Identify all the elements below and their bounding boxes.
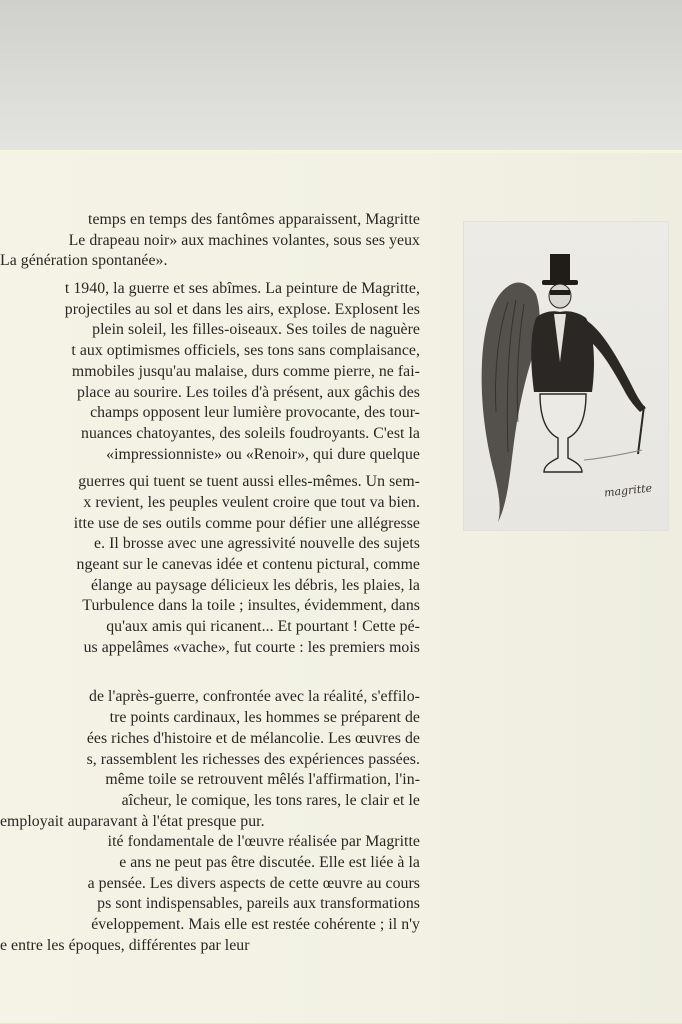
text-line: us appelâmes «vache», fut courte : les premiers mois [83, 638, 420, 656]
text-line: ps sont indispensables, pareils aux transformations [97, 895, 420, 913]
text-line: temps en temps des fantômes apparaissent, Magritte [88, 211, 420, 228]
text-line: s, rassemblent les richesses des expériences passées. [86, 750, 420, 768]
text-line: e. Il brosse avec une agressivité nouvelle des sujets [94, 535, 420, 553]
text-line: t 1940, la guerre et ses abîmes. La peinture de Magritte, [64, 280, 420, 298]
text-line: La génération spontanée». [0, 252, 168, 270]
text-line: aîcheur, le comique, les tons rares, le clair et le [121, 791, 420, 809]
text-line: mmobiles jusqu'au malaise, durs comme pierre, ne fai- [71, 362, 420, 380]
page-edge [0, 150, 682, 153]
text-line: champs opposent leur lumière provocante, des tour- [90, 404, 420, 422]
text-line: même toile se retrouvent mêlés l'affirmation, l'in- [105, 771, 420, 789]
text-line: Le drapeau noir» aux machines volantes, sous ses yeux [68, 231, 420, 249]
text-line: élange au paysage délicieux les débris, les plaies, la [90, 576, 420, 594]
text-line: e entre les époques, différentes par leur [0, 936, 250, 954]
text-column [0, 210, 420, 956]
text-line: employait auparavant à l'état presque pur. [0, 812, 265, 830]
text-line: plein soleil, les filles-oiseaux. Ses toiles de naguère [92, 321, 420, 339]
text-line: e ans ne peut pas être discutée. Elle est liée à la [119, 853, 420, 871]
paragraph-4 [0, 687, 420, 832]
cane [638, 406, 644, 454]
text-line: de l'après-guerre, confrontée avec la réalité, s'effilo- [89, 688, 420, 706]
text-line: projectiles au sol et dans les airs, explose. Explosent les [64, 300, 420, 318]
text-line: t aux optimismes officiels, ses tons sans complaisance, [71, 342, 420, 360]
mask [550, 290, 570, 295]
goblet [540, 394, 586, 472]
text-line: tre points cardinaux, les hommes se préparent de [109, 709, 420, 727]
artist-signature: magritte [603, 481, 653, 500]
text-line: ngeant sur le canevas idée et contenu pictural, comme [76, 556, 420, 573]
text-line: éveloppement. Mais elle est restée cohérente ; il n'y [91, 916, 420, 933]
background-surface [0, 0, 682, 152]
text-line: ées riches d'histoire et de mélancolie. Les œuvres de [86, 729, 420, 747]
text-line: Turbulence dans la toile ; insultes, évidemment, dans [82, 597, 420, 615]
top-hat [550, 254, 570, 282]
text-line: ité fondamentale de l'œuvre réalisée par Magritte [107, 833, 420, 851]
text-line: place au sourire. Les toiles d'à présent, aux gâchis des [77, 383, 420, 401]
paragraph-5 [0, 832, 420, 956]
text-line: guerres qui tuent se tuent aussi elles-mêmes. Un sem- [78, 473, 420, 491]
text-line: nuances chatoyantes, des soleils foudroyants. C'est la [81, 424, 420, 442]
text-line: a pensée. Les divers aspects de cette œuvre au cours [87, 874, 420, 892]
text-line: x revient, les peuples veulent croire que tout va bien. [83, 493, 420, 511]
paragraph-3 [0, 472, 420, 658]
wing-shape [482, 282, 540, 522]
arm [586, 320, 646, 412]
head [549, 284, 571, 308]
paragraph-1 [0, 210, 420, 272]
text-line: qu'aux amis qui ricanent... Et pourtant ! Cette pé- [106, 618, 420, 636]
paragraph-2 [0, 279, 420, 465]
ground-shading [584, 450, 642, 460]
text-line: «impressionniste» ou «Renoir», qui dure quelque [106, 445, 420, 463]
illustration-figure [464, 222, 668, 530]
text-line: itte use de ses outils comme pour défier une allégresse [73, 514, 420, 532]
